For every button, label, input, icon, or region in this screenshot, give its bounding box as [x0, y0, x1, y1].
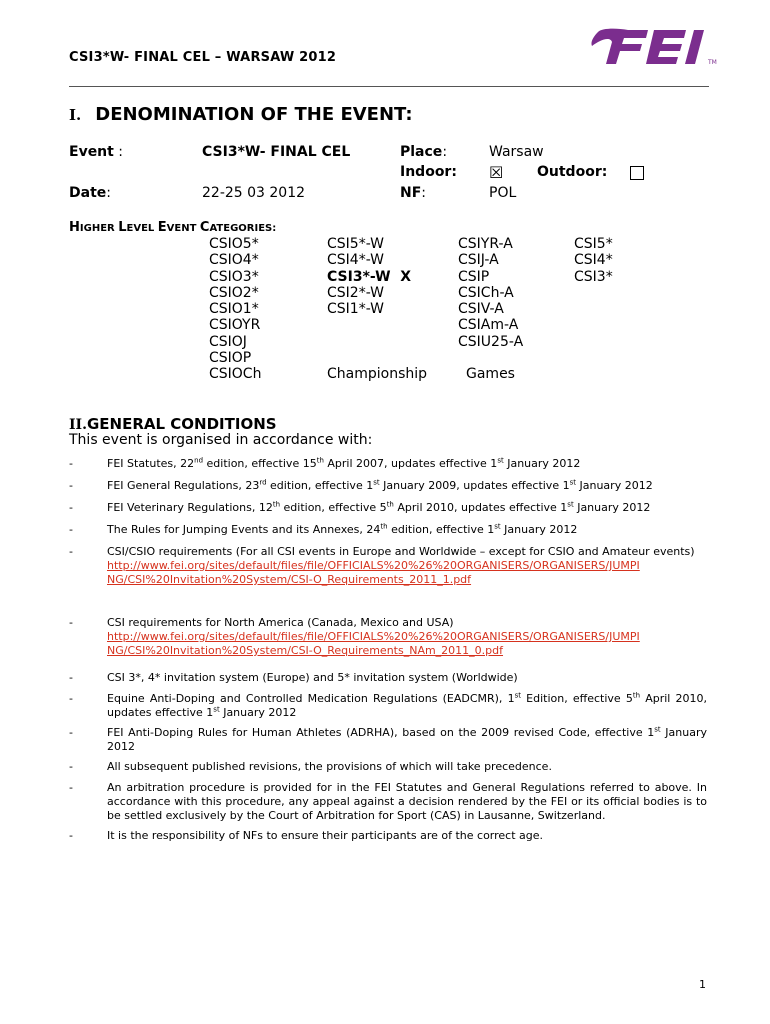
cat-c-rest: ATEGORIES: [209, 223, 277, 234]
bullet-dash: - [69, 829, 73, 842]
place-label-row [400, 144, 447, 160]
csio-requirements-link-line2[interactable]: NG/CSI%20Invitation%20System/CSI-O_Requirements_2011_1.pdf [107, 573, 472, 586]
text-part: January 2012 [573, 501, 651, 514]
date-label-row [69, 185, 111, 201]
bullet-dash: - [69, 692, 73, 705]
category-item: CSI2*-W [327, 284, 385, 301]
event-value: CSI3*W- FINAL CEL [202, 144, 351, 160]
category-item: CSIOCh [209, 366, 262, 383]
text-part: edition, effective 5 [280, 501, 387, 514]
category-column-csi-w [327, 236, 411, 317]
item-north-america-requirements [107, 616, 707, 658]
text-part: FEI Anti-Doping Rules for Human Athletes (ADRHA), based on the 2009 revised Code, effective 1 [107, 726, 655, 739]
category-column-csi [574, 236, 613, 285]
category-item: CSI5*-W [327, 236, 385, 252]
item-csio-requirements [107, 545, 707, 587]
sup-part: st [494, 522, 501, 531]
item-veterinary-regulations [107, 501, 707, 515]
item-eadcmr [107, 692, 707, 720]
bullet-dash: - [69, 479, 73, 492]
item-adrha [107, 726, 707, 754]
category-item: CSI4*-W [327, 252, 385, 269]
na-requirements-link-line2[interactable]: NG/CSI%20Invitation%20System/CSI-O_Requirements_NAm_2011_0.pdf [107, 644, 504, 657]
bullet-dash: - [69, 616, 73, 629]
sup-part: st [567, 500, 574, 509]
category-item: CSIO4* [209, 252, 259, 269]
category-item: CSIOJ [209, 333, 247, 350]
nf-colon: : [421, 185, 426, 201]
section2-title: GENERAL CONDITIONS [86, 415, 277, 433]
page-number: 1 [699, 978, 706, 991]
text-part: Edition, effective 5 [521, 692, 633, 705]
item-arbitration: An arbitration procedure is provided for in the FEI Statutes and General Regulations referred to above. In accordance with this procedure, any appeal against a decision rendered by the FEI or its official bodies is to be settled exclusively by the Court of Arbitration for Sport (CAS) in Lausanne, Switzerland. [107, 781, 707, 822]
logo-tm: TM [708, 59, 717, 66]
indoor-checkbox[interactable]: ☒ [489, 163, 504, 182]
text-part: January 2012 [500, 523, 578, 536]
sup-part: st [497, 456, 504, 465]
bullet-dash: - [69, 501, 73, 514]
category-item: CSI4* [574, 252, 613, 269]
header-divider [69, 86, 709, 87]
bullet-dash: - [69, 760, 73, 773]
category-item-selected: CSI3*-W X [327, 268, 412, 285]
category-item: CSIOP [209, 350, 252, 367]
bullet-dash: - [69, 671, 73, 684]
sup-part: th [380, 522, 388, 531]
item-invitation-system: CSI 3*, 4* invitation system (Europe) and 5* invitation system (Worldwide) [107, 671, 518, 684]
sup-part: st [373, 478, 380, 487]
item-general-regulations [107, 479, 707, 493]
sup-part: st [654, 725, 661, 734]
text-part: January 2012 [219, 706, 297, 719]
text-part: January 2012 [503, 457, 581, 470]
text-part: April 2007, updates effective 1 [323, 457, 498, 470]
sup-part: th [386, 500, 394, 509]
category-item: CSIO1* [209, 301, 259, 318]
category-column-csio [209, 236, 261, 383]
games-label: Games [466, 366, 515, 382]
section1-heading [69, 104, 413, 125]
event-label-row [69, 144, 123, 160]
text-part: April 2010, updates effective 1 [393, 501, 568, 514]
section2-intro: This event is organised in accordance with: [69, 432, 373, 448]
text-part: edition, effective 1 [266, 479, 374, 492]
event-label: Event [69, 144, 114, 160]
sup-part: st [213, 705, 220, 714]
category-item: CSICh-A [458, 284, 514, 301]
cat-e-initial: E [157, 220, 167, 235]
item-jumping-rules [107, 523, 707, 537]
category-item: CSIU25-A [458, 333, 524, 350]
sup-part: st [514, 691, 521, 700]
category-item: CSIP [458, 268, 490, 285]
logo-text: FEI [588, 26, 590, 27]
category-item: CSI1*-W [327, 301, 385, 318]
categories-heading [69, 220, 276, 235]
text-part: edition, effective 15 [203, 457, 317, 470]
category-item: CSIJ-A [458, 252, 499, 269]
place-label: Place [400, 144, 443, 160]
text-part: FEI Veterinary Regulations, 12 [107, 501, 273, 514]
category-item: CSI5* [574, 236, 613, 252]
text-part: Equine Anti-Doping and Controlled Medication Regulations (EADCMR), 1 [107, 692, 515, 705]
cat-c-initial: C [199, 220, 210, 235]
na-requirements-link-line1[interactable]: http://www.fei.org/sites/default/files/file/OFFICIALS%20%26%20ORGANISERS/ORGANISERS/JUMPI [107, 630, 640, 643]
sup-part: th [632, 691, 641, 700]
place-value: Warsaw [489, 144, 544, 160]
text-part: January 2012 [576, 479, 653, 492]
category-item: CSIAm-A [458, 317, 519, 334]
event-colon: : [118, 144, 124, 160]
bullet-dash: - [69, 457, 73, 470]
section1-title: DENOMINATION OF THE EVENT: [95, 104, 413, 125]
item-fei-statutes [107, 457, 707, 471]
category-item: CSIO3* [209, 268, 259, 285]
text-part: FEI Statutes, 22 [107, 457, 195, 470]
category-item: CSIO5* [209, 236, 259, 252]
date-colon: : [106, 185, 111, 201]
outdoor-label: Outdoor: [537, 164, 608, 180]
sup-part: rd [259, 478, 267, 487]
text-part: FEI General Regulations, 23 [107, 479, 260, 492]
date-value: 22-25 03 2012 [202, 185, 306, 201]
place-colon: : [442, 144, 448, 160]
category-item: CSIYR-A [458, 236, 513, 252]
nf-value: POL [489, 185, 517, 201]
text-part: April 2010, updates effective 1 [107, 692, 708, 719]
csio-text: CSI/CSIO requirements (For all CSI events in Europe and Worldwide – except for CSIO and Amateur events) [107, 545, 695, 558]
item-revisions: All subsequent published revisions, the provisions of which will take precedence. [107, 760, 552, 773]
logo-f-shape [591, 29, 648, 64]
category-column-csi-a [458, 236, 523, 350]
cat-h-rest: IGHER [79, 223, 119, 234]
text-part: The Rules for Jumping Events and its Annexes, 24 [107, 523, 381, 536]
item-responsibility: It is the responsibility of NFs to ensure their participants are of the correct age. [107, 829, 544, 842]
category-item: CSIV-A [458, 301, 504, 318]
bullet-dash: - [69, 523, 73, 536]
bullet-dash: - [69, 545, 73, 558]
category-item: CSI3* [574, 268, 613, 285]
outdoor-checkbox[interactable] [630, 166, 644, 180]
cat-l-rest: EVEL [126, 223, 158, 234]
logo-i-shape [685, 30, 704, 64]
category-item: CSIO2* [209, 284, 259, 301]
document-header-title: CSI3*W- FINAL CEL – WARSAW 2012 [69, 50, 337, 65]
section2-number: II. [69, 417, 87, 433]
csio-requirements-link-line1[interactable]: http://www.fei.org/sites/default/files/file/OFFICIALS%20%26%20ORGANISERS/ORGANISERS/JUMPI [107, 559, 640, 572]
sup-part: st [569, 478, 576, 487]
bullet-dash: - [69, 726, 73, 739]
sup-part: th [316, 456, 324, 465]
text-part: edition, effective 1 [387, 523, 495, 536]
sup-part: th [272, 500, 281, 509]
nf-label: NF [400, 185, 422, 201]
logo-e-shape [646, 30, 686, 64]
text-part: January 2012 [107, 726, 707, 753]
bullet-dash: - [69, 781, 73, 794]
fei-logo [588, 26, 732, 68]
text-part: January 2009, updates effective 1 [379, 479, 570, 492]
category-item: CSIOYR [209, 317, 261, 334]
section2-heading [69, 415, 277, 433]
championship-label: Championship [327, 366, 428, 382]
sup-part: nd [194, 456, 204, 465]
cat-h-initial: H [69, 220, 80, 235]
indoor-label: Indoor: [400, 164, 457, 180]
nf-label-row [400, 185, 426, 201]
cat-l-initial: L [118, 220, 127, 235]
section1-number: I. [69, 106, 82, 124]
na-text: CSI requirements for North America (Canada, Mexico and USA) [107, 616, 454, 629]
date-label: Date [69, 185, 107, 201]
cat-e-rest: VENT [166, 223, 200, 234]
